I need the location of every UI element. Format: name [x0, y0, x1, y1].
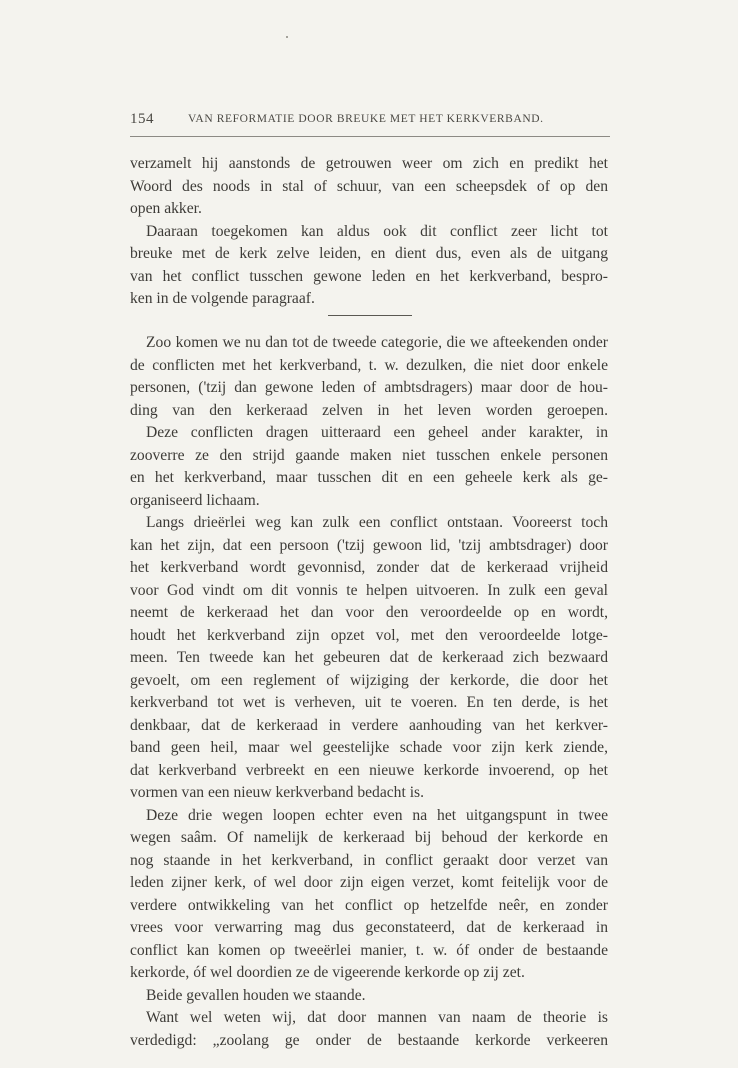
text-line: Woord des noods in stal of schuur, van een scheepsdek of op den — [130, 177, 608, 195]
text-line: gevoelt, om een reglement of wijziging der kerkorde, die door het — [130, 671, 608, 689]
paper-speck — [286, 36, 288, 38]
text-line: en het kerkverband, maar tusschen dit en een geheele kerk als ge- — [130, 469, 608, 486]
page-number: 154 — [130, 111, 154, 127]
text-line: band geen heil, maar wel geestelijke schade voor zijn kerk ziende, — [130, 739, 608, 756]
text-line: Want wel weten wij, dat door mannen van naam de theorie is — [146, 1009, 608, 1026]
text-line: organiseerd lichaam. — [130, 491, 260, 509]
header-rule — [130, 136, 610, 137]
running-head — [130, 113, 610, 133]
text-line: leden zijner kerk, of wel door zijn eigen verzet, komt feitelijk voor de — [130, 874, 608, 891]
text-line: vrees voor verwarring mag dus geconstateerd, dat de kerkeraad in — [130, 919, 608, 936]
text-line: Zoo komen we nu dan tot de tweede categorie, die we afteekenden onder — [146, 334, 608, 351]
paragraph-block-2 — [130, 332, 608, 1052]
paragraph-block-1 — [130, 153, 608, 311]
text-line: Deze drie wegen loopen echter even na het uitgangspunt in twee — [146, 806, 608, 824]
text-line: verdedigd: „zoolang ge onder de bestaande kerkorde verkeeren — [130, 1031, 608, 1049]
text-line: ken in de volgende paragraaf. — [130, 290, 315, 307]
text-line: houdt het kerkverband zijn opzet vol, met den veroordeelde lotge- — [130, 626, 608, 644]
text-line: denkbaar, dat de kerkeraad in verdere aanhouding van het kerkver- — [130, 716, 608, 734]
text-line: open akker. — [130, 200, 202, 217]
running-head-title: VAN REFORMATIE DOOR BREUKE MET HET KERKVERBAND. — [188, 113, 544, 125]
text-line: wegen saâm. Of namelijk de kerkeraad bij behoud der kerkorde en — [130, 829, 608, 846]
text-line: conflict kan komen op tweeërlei manier, t. w. óf onder de bestaande — [130, 941, 608, 959]
text-line: neemt de kerkeraad het dan voor den veroordeelde op en wordt, — [130, 604, 608, 621]
text-line: kerkorde, óf wel doordien ze de vigeerende kerkorde op zij zet. — [130, 964, 525, 981]
text-line: nog staande in het kerkverband, in conflict geraakt door verzet van — [130, 851, 608, 869]
text-line: Daaraan toegekomen kan aldus ook dit conflict zeer licht tot — [146, 222, 608, 240]
text-line: dat kerkverband verbreekt en een nieuwe kerkorde invoerend, op het — [130, 761, 608, 779]
text-line: kerkverband tot wet is verheven, uit te voeren. En ten derde, is het — [130, 694, 608, 711]
text-line: ding van den kerkeraad zelven in het leven worden geroepen. — [130, 401, 608, 419]
text-line: Langs drieërlei weg kan zulk een conflict ontstaan. Vooreerst toch — [146, 514, 608, 531]
text-line: zooverre ze den strijd gaande maken niet tusschen enkele personen — [130, 446, 608, 464]
text-line: verdere ontwikkeling van het conflict op hetzelfde neêr, en zonder — [130, 896, 608, 914]
section-separator — [328, 315, 412, 316]
text-line: verzamelt hij aanstonds de getrouwen weer om zich en predikt het — [130, 155, 608, 172]
text-line: breuke met de kerk zelve leiden, en dient dus, even als de uitgang — [130, 245, 608, 262]
text-line: het kerkverband wordt gevonnisd, zonder dat de kerkeraad vrijheid — [130, 559, 608, 576]
text-line: kan het zijn, dat een persoon ('tzij gewoon lid, 'tzij ambtsdrager) door — [130, 536, 608, 554]
text-line: de conflicten met het kerkverband, t. w. dezulken, die niet door enkele — [130, 356, 608, 374]
text-line: voor God vindt om dit vonnis te helpen uitvoeren. In zulk een geval — [130, 581, 608, 599]
text-line: van het conflict tusschen gewone leden en het kerkverband, bespro- — [130, 267, 608, 285]
text-line: Deze conflicten dragen uitteraard een geheel ander karakter, in — [146, 424, 608, 441]
text-line: personen, ('tzij dan gewone leden of ambtsdragers) maar door de hou- — [130, 379, 608, 396]
text-line: meen. Ten tweede kan het gebeuren dat de kerkeraad zich bezwaard — [130, 649, 608, 666]
text-line: Beide gevallen houden we staande. — [146, 986, 366, 1004]
text-line: vormen van een nieuw kerkverband bedacht is. — [130, 784, 425, 801]
